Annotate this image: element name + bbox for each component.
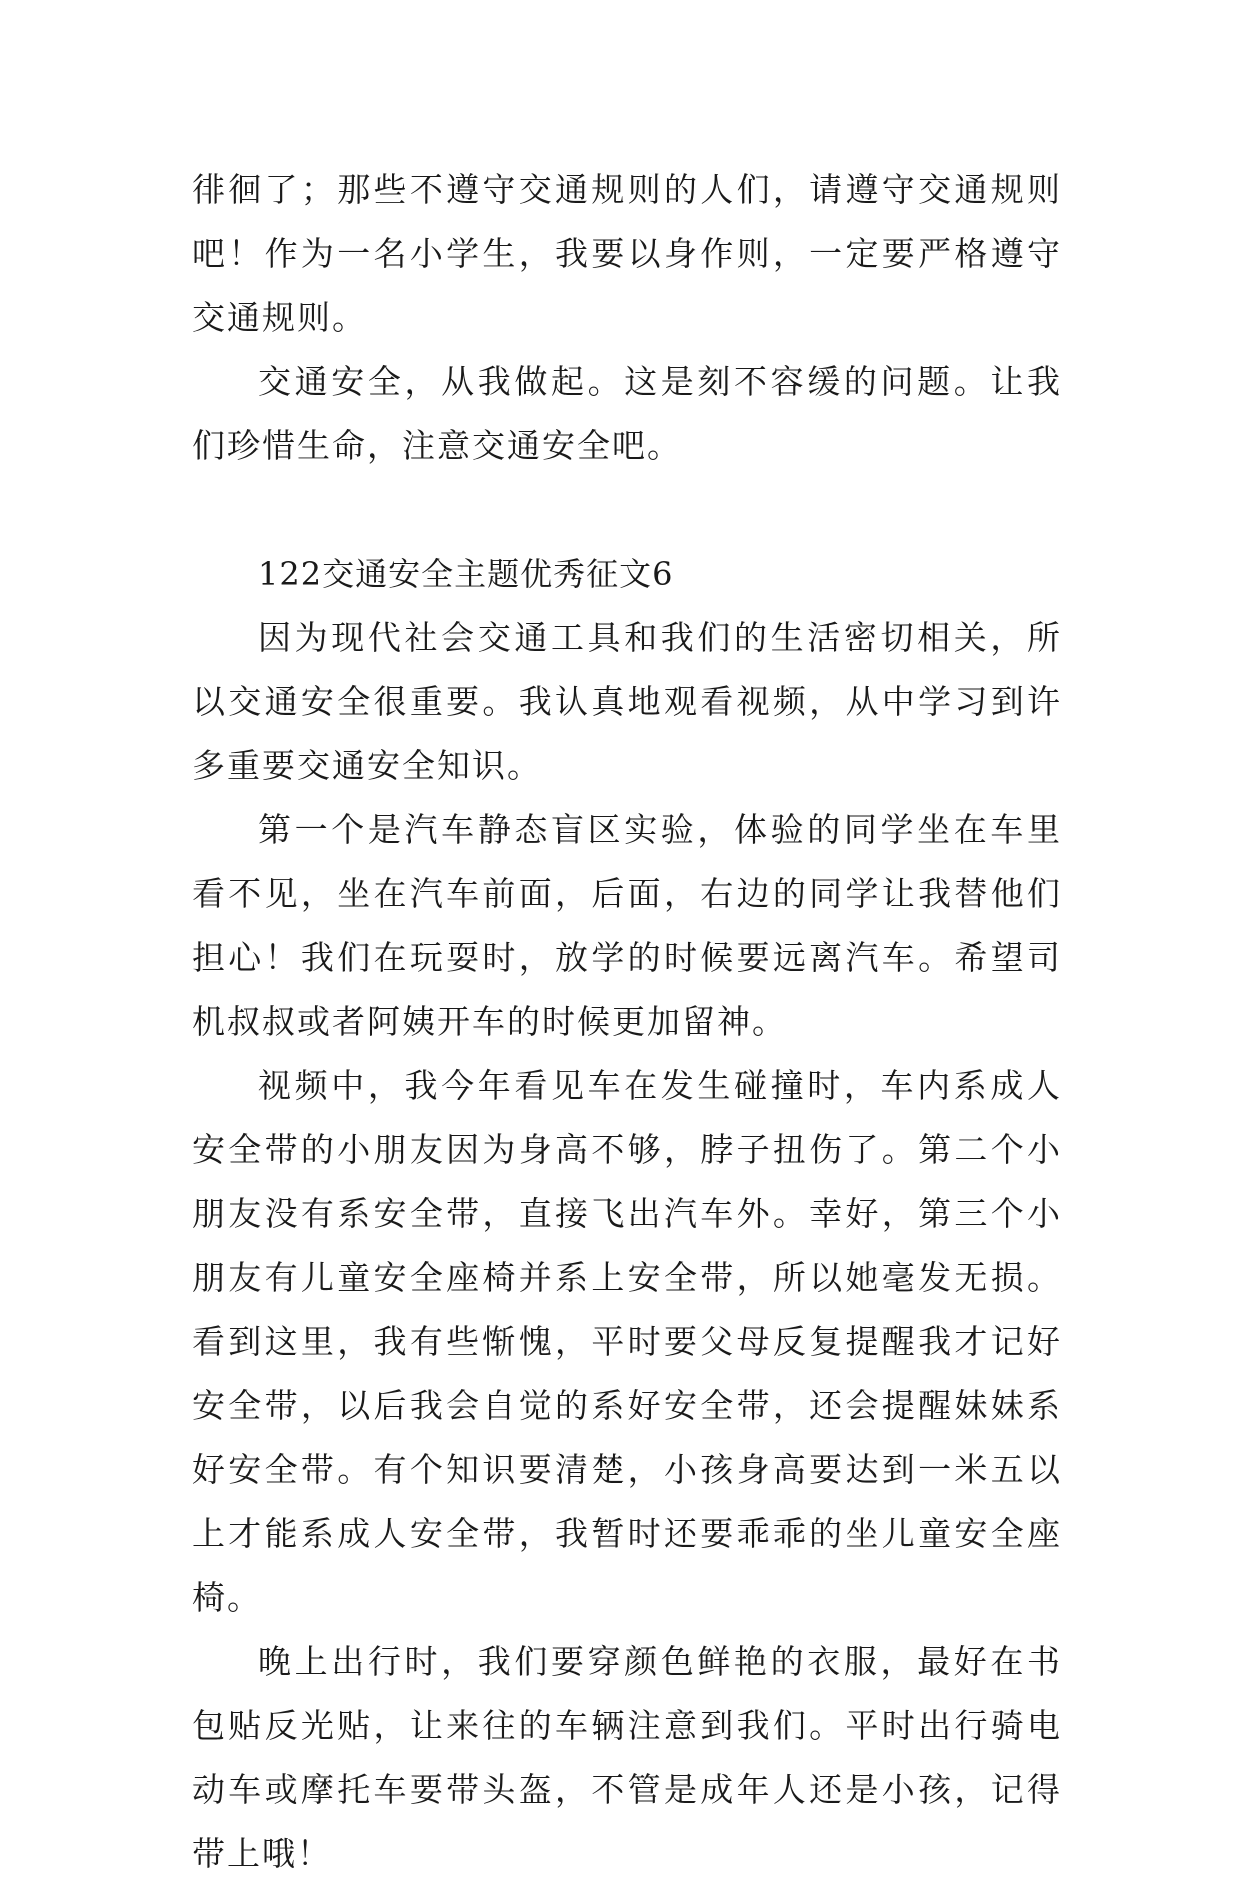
paragraph-intro: 因为现代社会交通工具和我们的生活密切相关，所以交通安全很重要。我认真地观看视频，从中学习到许多重要交通安全知识。 [192, 618, 1062, 785]
paragraph-closing: 交通安全，从我做起。这是刻不容缓的问题。让我们珍惜生命，注意交通安全吧。 [192, 362, 1062, 465]
document-body [192, 158, 1062, 1886]
paragraph-seatbelt: 视频中，我今年看见车在发生碰撞时，车内系成人安全带的小朋友因为身高不够，脖子扭伤了。第二个小朋友没有系安全带，直接飞出汽车外。幸好，第三个小朋友有儿童安全座椅并系上安全带，所以她毫发无损。看到这里，我有些惭愧，平时要父母反复提醒我才记好安全带，以后我会自觉的系好安全带，还会提醒妹妹系好安全带。有个知识要清楚，小孩身高要达到一米五以上才能系成人安全带，我暂时还要乖乖的坐儿童安全座椅。 [192, 1066, 1062, 1617]
section-heading: 122交通安全主题优秀征文6 [258, 555, 674, 593]
paragraph-blind-spot: 第一个是汽车静态盲区实验，体验的同学坐在车里看不见，坐在汽车前面，后面，右边的同学让我替他们担心！我们在玩耍时，放学的时候要远离汽车。希望司机叔叔或者阿姨开车的时候更加留神。 [192, 810, 1062, 1041]
paragraph-continuation: 徘徊了；那些不遵守交通规则的人们，请遵守交通规则吧！作为一名小学生，我要以身作则，一定要严格遵守交通规则。 [192, 170, 1062, 337]
paragraph-night-travel: 晚上出行时，我们要穿颜色鲜艳的衣服，最好在书包贴反光贴，让来往的车辆注意到我们。平时出行骑电动车或摩托车要带头盔，不管是成年人还是小孩，记得带上哦！ [192, 1642, 1062, 1873]
